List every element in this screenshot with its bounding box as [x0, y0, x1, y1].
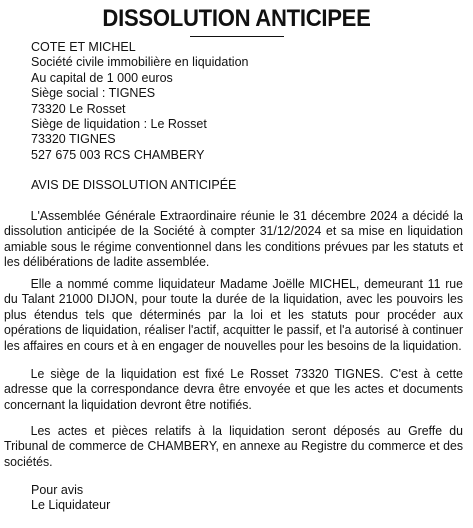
registered-office: Siège social : TIGNES	[31, 86, 156, 101]
paragraph-liquidation-seat: Le siège de la liquidation est fixé Le Rosset 73320 TIGNES. C'est à cette adresse que la correspondance devra être envoyée et que les actes et documents concernant la liquidation devront être notifiés.	[4, 367, 464, 412]
liquidation-office: Siège de liquidation : Le Rosset	[31, 117, 207, 132]
paragraph-liquidator: Elle a nommé comme liquidateur Madame Joëlle MICHEL, demeurant 11 rue du Talant 21000 DIJON, pour toute la durée de la liquidation, avec les pouvoirs les plus étendus tels que déterminés par la loi et les statuts pour procéder aux opérations de liquidation, réaliser l'actif, acquitter le passif, et l'a autorisé à continuer les affaires en cours et à en engager de nouvelles pour les besoins de la liquidation.	[4, 277, 464, 353]
company-capital: Au capital de 1 000 euros	[31, 70, 173, 85]
paragraph-filing: Les actes et pièces relatifs à la liquidation seront déposés au Greffe du Tribunal de commerce de CHAMBERY, en annexe au Registre du commerce et des sociétés.	[4, 424, 464, 469]
company-name: COTE ET MICHEL	[31, 40, 136, 54]
closing	[31, 483, 441, 514]
closing-for-notice: Pour avis	[31, 483, 84, 497]
liquidation-office-postcode: 73320 TIGNES	[31, 132, 116, 147]
notice-subheading	[31, 178, 441, 193]
rcs-number: 527 675 003 RCS CHAMBERY	[31, 147, 205, 162]
subheading-text: AVIS DE DISSOLUTION ANTICIPÉE	[31, 178, 237, 192]
paragraph-dissolution: L'Assemblée Générale Extraordinaire réunie le 31 décembre 2024 a décidé la dissolution anticipée de la Société à compter 31/12/2024 et sa mise en liquidation amiable sous le régime conventionnel dans les conditions prévues par les statuts et les délibérations de ladite assemblée.	[4, 209, 464, 270]
company-form: Société civile immobilière en liquidation	[31, 55, 249, 70]
registered-office-postcode: 73320 Le Rosset	[31, 101, 126, 116]
company-header	[31, 40, 441, 163]
title-underline	[190, 36, 284, 37]
notice-title: DISSOLUTION ANTICIPEE	[102, 5, 371, 32]
closing-signatory: Le Liquidateur	[31, 498, 111, 513]
